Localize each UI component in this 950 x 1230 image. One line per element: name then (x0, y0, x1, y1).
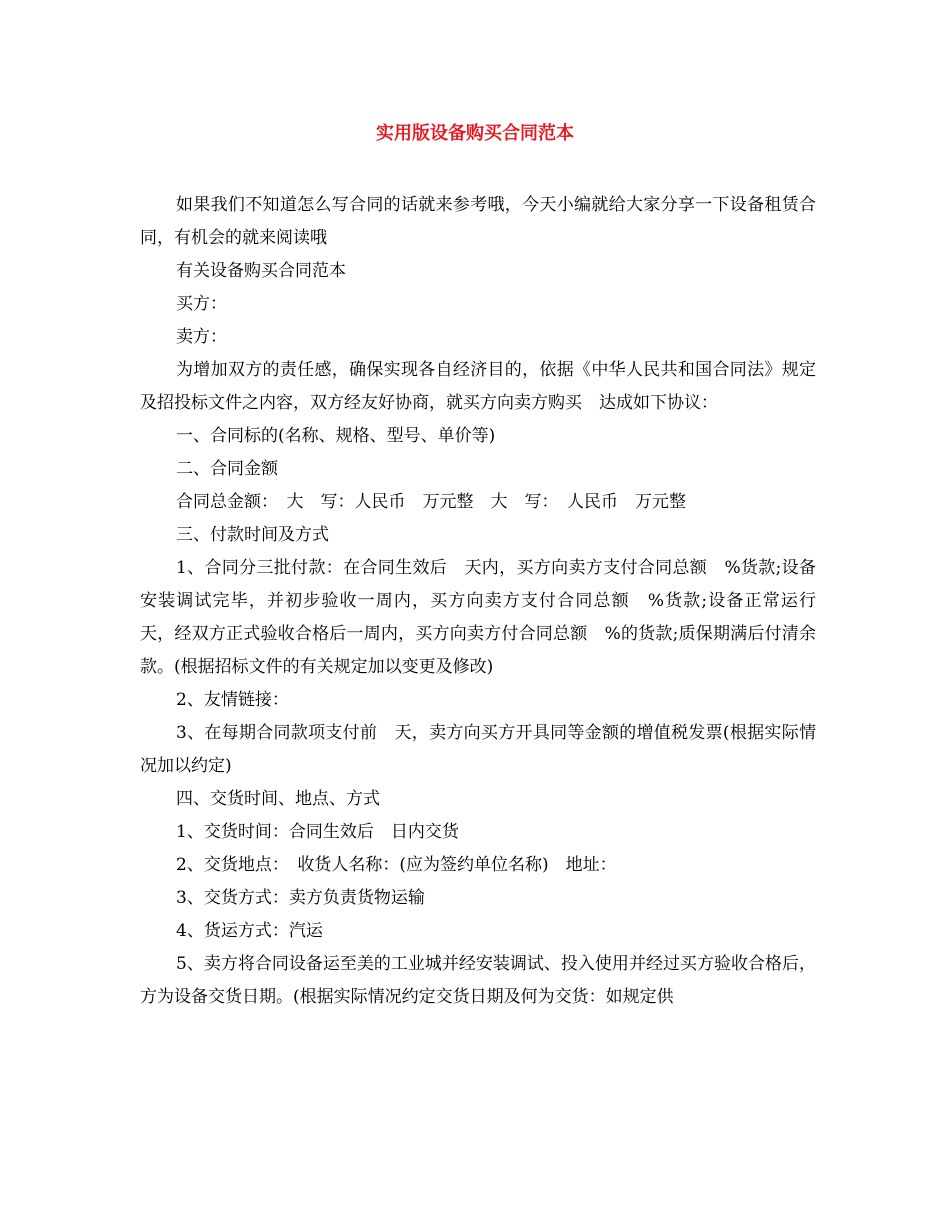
section-heading-payment: 三、付款时间及方式 (176, 525, 329, 545)
paragraph-payment-1: 1、合同分三批付款：在合同生效后 天内，买方向卖方支付合同总额 %货款;设备安装调试完毕，并初步验收一周内，买方向卖方支付合同总额 %货款;设备正常运行 天，经双方正式验收合格后一周内，买方向卖方付合同总额 %的货款;质保期满后付清余款。(根据招标文件的有关规定加以变更及修改) (140, 558, 833, 677)
paragraph-delivery-4: 4、货运方式：汽运 (176, 921, 323, 941)
paragraph-subtitle: 有关设备购买合同范本 (176, 261, 346, 281)
paragraph-seller: 卖方： (176, 327, 227, 347)
paragraph-buyer: 买方： (176, 294, 227, 314)
section-heading-amount: 二、合同金额 (176, 459, 278, 479)
document-title: 实用版设备购买合同范本 (376, 123, 574, 144)
paragraph-preamble: 为增加双方的责任感，确保实现各自经济目的，依据《中华人民共和国合同法》规定及招投标文件之内容，双方经友好协商，就买方向卖方购买 达成如下协议： (140, 360, 816, 413)
paragraph-delivery-2: 2、交货地点： 收货人名称：(应为签约单位名称) 地址： (176, 855, 617, 875)
paragraph-delivery-5: 5、卖方将合同设备运至美的工业城并经安装调试、投入使用并经过买方验收合格后，方为设备交货日期。(根据实际情况约定交货日期及何为交货：如规定供 (140, 954, 816, 1007)
paragraph-intro: 如果我们不知道怎么写合同的话就来参考哦，今天小编就给大家分享一下设备租赁合同，有机会的就来阅读哦 (140, 195, 816, 248)
paragraph-payment-2: 2、友情链接： (176, 690, 289, 710)
section-heading-subject: 一、合同标的(名称、规格、型号、单价等) (176, 426, 496, 446)
section-heading-delivery: 四、交货时间、地点、方式 (176, 789, 380, 809)
paragraph-total-amount: 合同总金额： 大 写：人民币 万元整 大 写： 人民币 万元整 (176, 492, 686, 512)
paragraph-delivery-3: 3、交货方式：卖方负责货物运输 (176, 888, 425, 908)
paragraph-delivery-1: 1、交货时间：合同生效后 日内交货 (176, 822, 459, 842)
document-body (140, 189, 833, 1014)
paragraph-payment-3: 3、在每期合同款项支付前 天，卖方向买方开具同等金额的增值税发票(根据实际情况加以约定) (140, 723, 816, 776)
